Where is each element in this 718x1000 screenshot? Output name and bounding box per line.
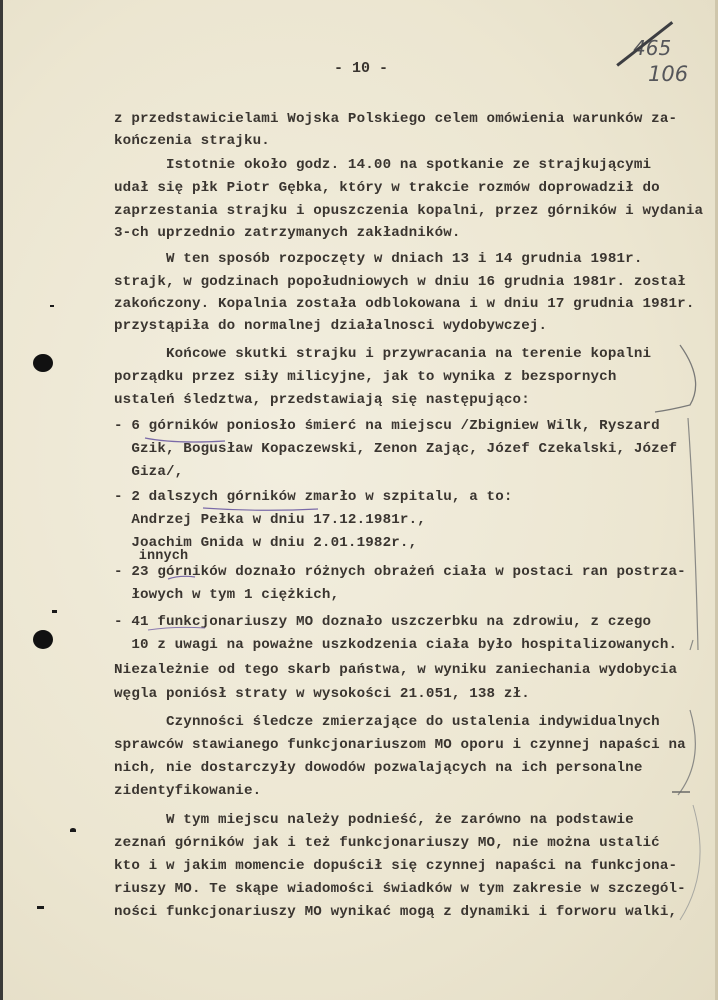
pencil-bracket-1 [655,345,696,412]
text-line: Istotnie około godz. 14.00 na spotkanie ze strajkującymi [114,157,652,173]
text-line: kończenia strajku. [114,133,270,149]
text-line: W ten sposób rozpoczęty w dniach 13 i 14 grudnia 1981r. [114,251,643,267]
text-line: nich, nie dostarczyły dowodów pozwalających na ich personalne [114,760,643,776]
text-line: strajk, w godzinach popołudniowych w dniu 16 grudnia 1981r. został [114,274,686,290]
text-line: Niezależnie od tego skarb państwa, w wyniku zaniechania wydobycia [114,662,678,678]
text-line: ustaleń śledztwa, przedstawiają się następująco: [114,392,530,408]
purple-underline-4 [148,627,205,630]
text-line: kto i w jakim momencie dopuścił się czynnej napaści na funkcjona- [114,858,678,874]
text-line: porządku przez siły milicyjne, jak to wynika z bezspornych [114,369,617,385]
list-item-line: - 2 dalszych górników zmarło w szpitalu, a to: [114,489,513,505]
handwritten-page-number: 106 [648,62,689,86]
page-number: - 10 - [334,60,389,77]
pencil-tick [690,640,693,650]
pencil-bracket-3 [680,805,700,920]
list-item-line: Gzik, Bogusław Kopaczewski, Zenon Zając, Józef Czekalski, Józef [114,441,678,457]
text-line: zaprzestania strajku i opuszczenia kopalni, przez górników i wydania [114,203,704,219]
text-line: Czynności śledcze zmierzające do ustalenia indywidualnych [114,714,660,730]
text-line: W tym miejscu należy podnieść, że zarówno na podstawie [114,812,634,828]
text-line: z przedstawicielami Wojska Polskiego celem omówienia warunków za- [114,111,678,127]
text-line: przystąpiła do normalnej działalnosci wydobywczej. [114,318,548,334]
list-item-line: Joachim Gnida w dniu 2.01.1982r., [114,535,418,551]
text-line: węgla poniósł straty w wysokości 21.051, 138 zł. [114,686,530,702]
list-item-line: - 6 górników poniosło śmierć na miejscu /Zbigniew Wilk, Ryszard [114,418,660,434]
text-line: ności funkcjonariuszy MO wynikać mogą z dynamiki i forworu walki, [114,904,678,920]
list-item-line: łowych w tym 1 ciężkich, [114,587,340,603]
text-line: Końcowe skutki strajku i przywracania na terenie kopalni [114,346,652,362]
text-line: udał się płk Piotr Gębka, który w trakcie rozmów doprowadził do [114,180,660,196]
text-line: sprawców stawianego funkcjonariuszom MO oporu i czynnej napaści na [114,737,686,753]
purple-underline-3 [168,576,195,579]
purple-underline-1 [145,438,225,442]
purple-underline-2 [203,508,318,510]
text-line: zidentyfikowanie. [114,783,262,799]
list-item-line: 10 z uwagi na poważne uszkodzenia ciała było hospitalizowanych. [114,637,678,653]
text-line: zakończony. Kopalnia została odblokowana i w dniu 17 grudnia 1981r. [114,296,695,312]
text-line: zeznań górników jak i też funkcjonariuszy MO, nie można ustalić [114,835,660,851]
list-item-line: Giza/, [114,464,184,480]
pencil-bracket-2 [678,710,695,795]
pencil-margin-line [688,418,698,650]
list-item-line: - 23 górników doznało różnych obrażeń ciała w postaci ran postrza- [114,564,686,580]
text-line: riuszy MO. Te skąpe wiadomości świadków w tym zakresie w szczegól- [114,881,686,897]
text-line: 3-ch uprzednio zatrzymanych zakładników. [114,225,461,241]
list-item-line: - 41 funkcjonariuszy MO doznało uszczerbku na zdrowiu, z czego [114,614,652,630]
inserted-word: innych [114,549,189,564]
list-item-line: Andrzej Pełka w dniu 17.12.1981r., [114,512,426,528]
handwritten-crossed-page-number: 465 [633,36,672,60]
